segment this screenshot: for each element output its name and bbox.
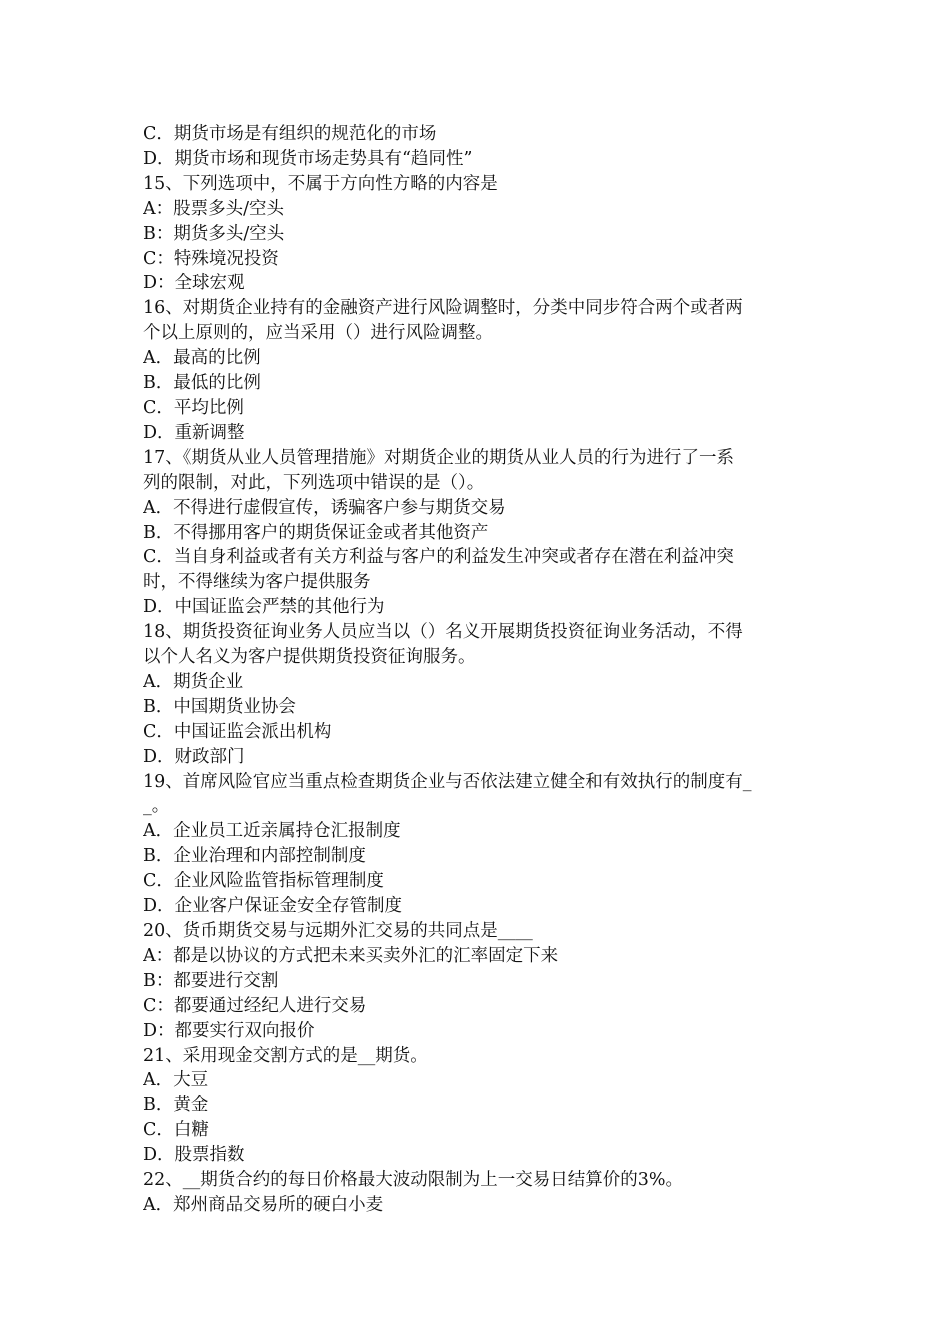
q17-option-a: A．不得进行虚假宣传，诱骗客户参与期货交易 bbox=[143, 497, 506, 518]
q22-option-a: A．郑州商品交易所的硬白小麦 bbox=[143, 1194, 384, 1215]
question-17-cont: 列的限制，对此，下列选项中错误的是（）。 bbox=[143, 472, 485, 493]
q18-option-b: B．中国期货业协会 bbox=[143, 696, 296, 717]
question-17: 17、《期货从业人员管理措施》对期货企业的期货从业人员的行为进行了一系 bbox=[143, 447, 735, 468]
q20-option-c: C：都要通过经纪人进行交易 bbox=[143, 995, 367, 1016]
q17-option-b: B．不得挪用客户的期货保证金或者其他资产 bbox=[143, 522, 489, 543]
q16-option-c: C．平均比例 bbox=[143, 397, 244, 418]
option-c-line: C．期货市场是有组织的规范化的市场 bbox=[143, 124, 437, 144]
q15-option-b: B：期货多头/空头 bbox=[143, 223, 285, 244]
q19-option-a: A．企业员工近亲属持仓汇报制度 bbox=[143, 821, 401, 842]
q18-option-c: C．中国证监会派出机构 bbox=[143, 721, 332, 742]
q20-option-d: D：都要实行双向报价 bbox=[143, 1020, 315, 1041]
question-21: 21、采用现金交割方式的是__期货。 bbox=[143, 1045, 428, 1066]
question-19-cont: _。 bbox=[143, 796, 170, 817]
q19-option-c: C．企业风险监管指标管理制度 bbox=[143, 871, 384, 892]
q19-option-b: B．企业治理和内部控制制度 bbox=[143, 846, 366, 867]
q15-option-a: A：股票多头/空头 bbox=[143, 198, 285, 219]
q20-option-a: A：都是以协议的方式把未来买卖外汇的汇率固定下来 bbox=[143, 945, 559, 966]
question-22: 22、__期货合约的每日价格最大波动限制为上一交易日结算价的3%。 bbox=[143, 1170, 684, 1191]
q17-option-c-cont: 时，不得继续为客户提供服务 bbox=[143, 572, 371, 593]
q20-option-b: B：都要进行交割 bbox=[143, 970, 279, 991]
q17-option-d: D．中国证监会严禁的其他行为 bbox=[143, 597, 385, 618]
q17-option-c: C．当自身利益或者有关方利益与客户的利益发生冲突或者存在潜在利益冲突 bbox=[143, 547, 734, 568]
q19-option-d: D．企业客户保证金安全存管制度 bbox=[143, 896, 403, 917]
q16-option-d: D．重新调整 bbox=[143, 422, 245, 443]
question-18-cont: 以个人名义为客户提供期货投资征询服务。 bbox=[143, 647, 476, 668]
q21-option-c: C．白糖 bbox=[143, 1120, 209, 1141]
option-d-line: D．期货市场和现货市场走势具有“趋同性” bbox=[143, 148, 473, 169]
q21-option-b: B．黄金 bbox=[143, 1095, 209, 1116]
document-page bbox=[143, 122, 813, 1218]
question-20: 20、货币期货交易与远期外汇交易的共同点是____ bbox=[143, 921, 533, 941]
question-18: 18、期货投资征询业务人员应当以（）名义开展期货投资征询业务活动，不得 bbox=[143, 622, 743, 643]
q15-option-d: D：全球宏观 bbox=[143, 273, 245, 294]
q15-option-c: C：特殊境况投资 bbox=[143, 248, 279, 269]
question-19: 19、首席风险官应当重点检查期货企业与否依法建立健全和有效执行的制度有_ bbox=[143, 771, 752, 792]
q21-option-d: D．股票指数 bbox=[143, 1145, 245, 1166]
q16-option-b: B．最低的比例 bbox=[143, 373, 261, 394]
question-16: 16、对期货企业持有的金融资产进行风险调整时，分类中同步符合两个或者两 bbox=[143, 298, 743, 319]
q18-option-a: A．期货企业 bbox=[143, 671, 244, 692]
q16-option-a: A．最高的比例 bbox=[143, 348, 261, 369]
q18-option-d: D．财政部门 bbox=[143, 746, 245, 767]
q21-option-a: A．大豆 bbox=[143, 1070, 209, 1091]
question-15: 15、下列选项中，不属于方向性方略的内容是 bbox=[143, 173, 498, 194]
question-16-cont: 个以上原则的，应当采用（）进行风险调整。 bbox=[143, 323, 493, 344]
